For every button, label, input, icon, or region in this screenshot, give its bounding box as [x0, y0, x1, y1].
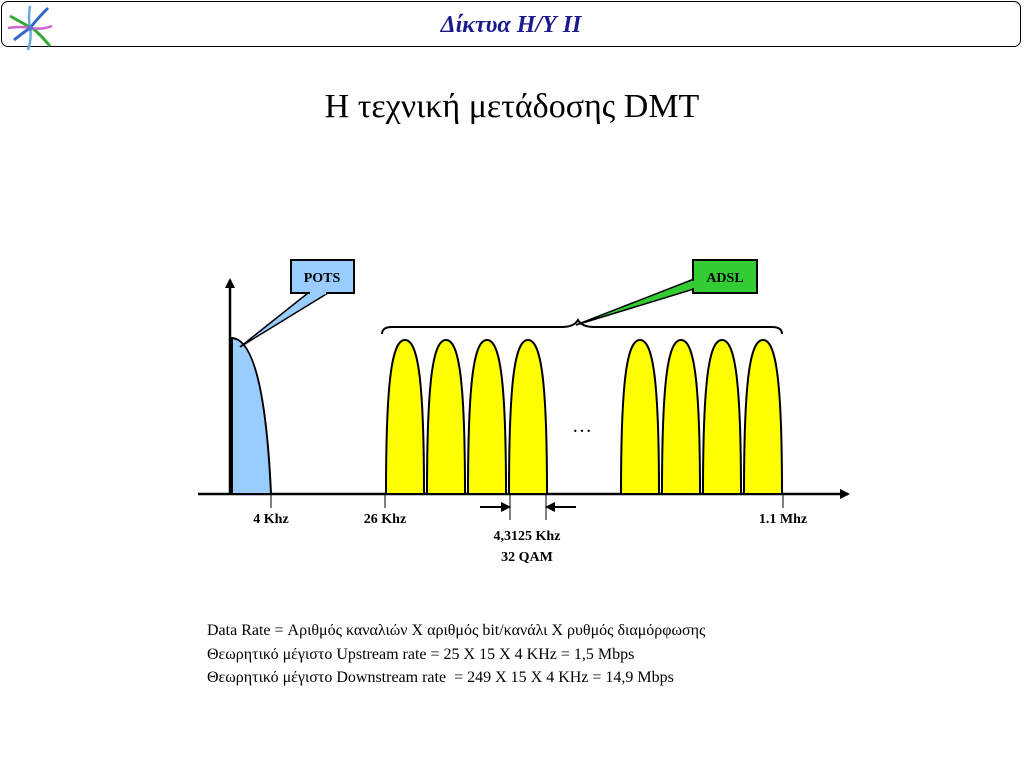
dmt-channel-1: [386, 340, 424, 494]
label-channel-width: 4,3125 Khz: [493, 529, 561, 544]
pots-band: [232, 338, 271, 494]
dmt-channel-2: [427, 340, 465, 494]
pots-callout-pointer: [240, 293, 328, 347]
formula-upstream: Θεωρητικό μέγιστο Upstream rate = 25 X 15 X 4 KHz = 1,5 Mbps: [207, 645, 635, 663]
label-26khz: 26 Khz: [363, 512, 407, 527]
label-1-1mhz: 1.1 Mhz: [758, 512, 808, 527]
formula-data-rate: Data Rate = Αριθμός καναλιών Χ αριθμός bit/κανάλι Χ ρυθμός διαμόρφωσης: [207, 622, 706, 639]
label-4khz: 4 Khz: [253, 512, 289, 527]
dmt-channel-5: [621, 340, 659, 494]
adsl-label: ADSL: [706, 271, 744, 286]
pots-label: POTS: [303, 271, 341, 286]
formulas-block: [207, 619, 705, 690]
dmt-channel-8: [744, 340, 782, 494]
header-title: Δίκτυα Η/Υ ΙΙ: [440, 12, 582, 38]
slide-title: Η τεχνική μετάδοσης DMT: [324, 88, 700, 125]
dmt-channel-3: [468, 340, 506, 494]
dmt-channel-4: [509, 340, 547, 494]
dmt-channel-6: [662, 340, 700, 494]
channels-ellipsis: …: [572, 415, 592, 437]
formula-downstream: Θεωρητικό μέγιστο Downstream rate = 249 X 15 X 4 KHz = 14,9 Mbps: [207, 669, 674, 686]
adsl-callout-pointer: [576, 279, 694, 325]
dmt-channel-7: [703, 340, 741, 494]
label-modulation: 32 QAM: [501, 550, 553, 565]
